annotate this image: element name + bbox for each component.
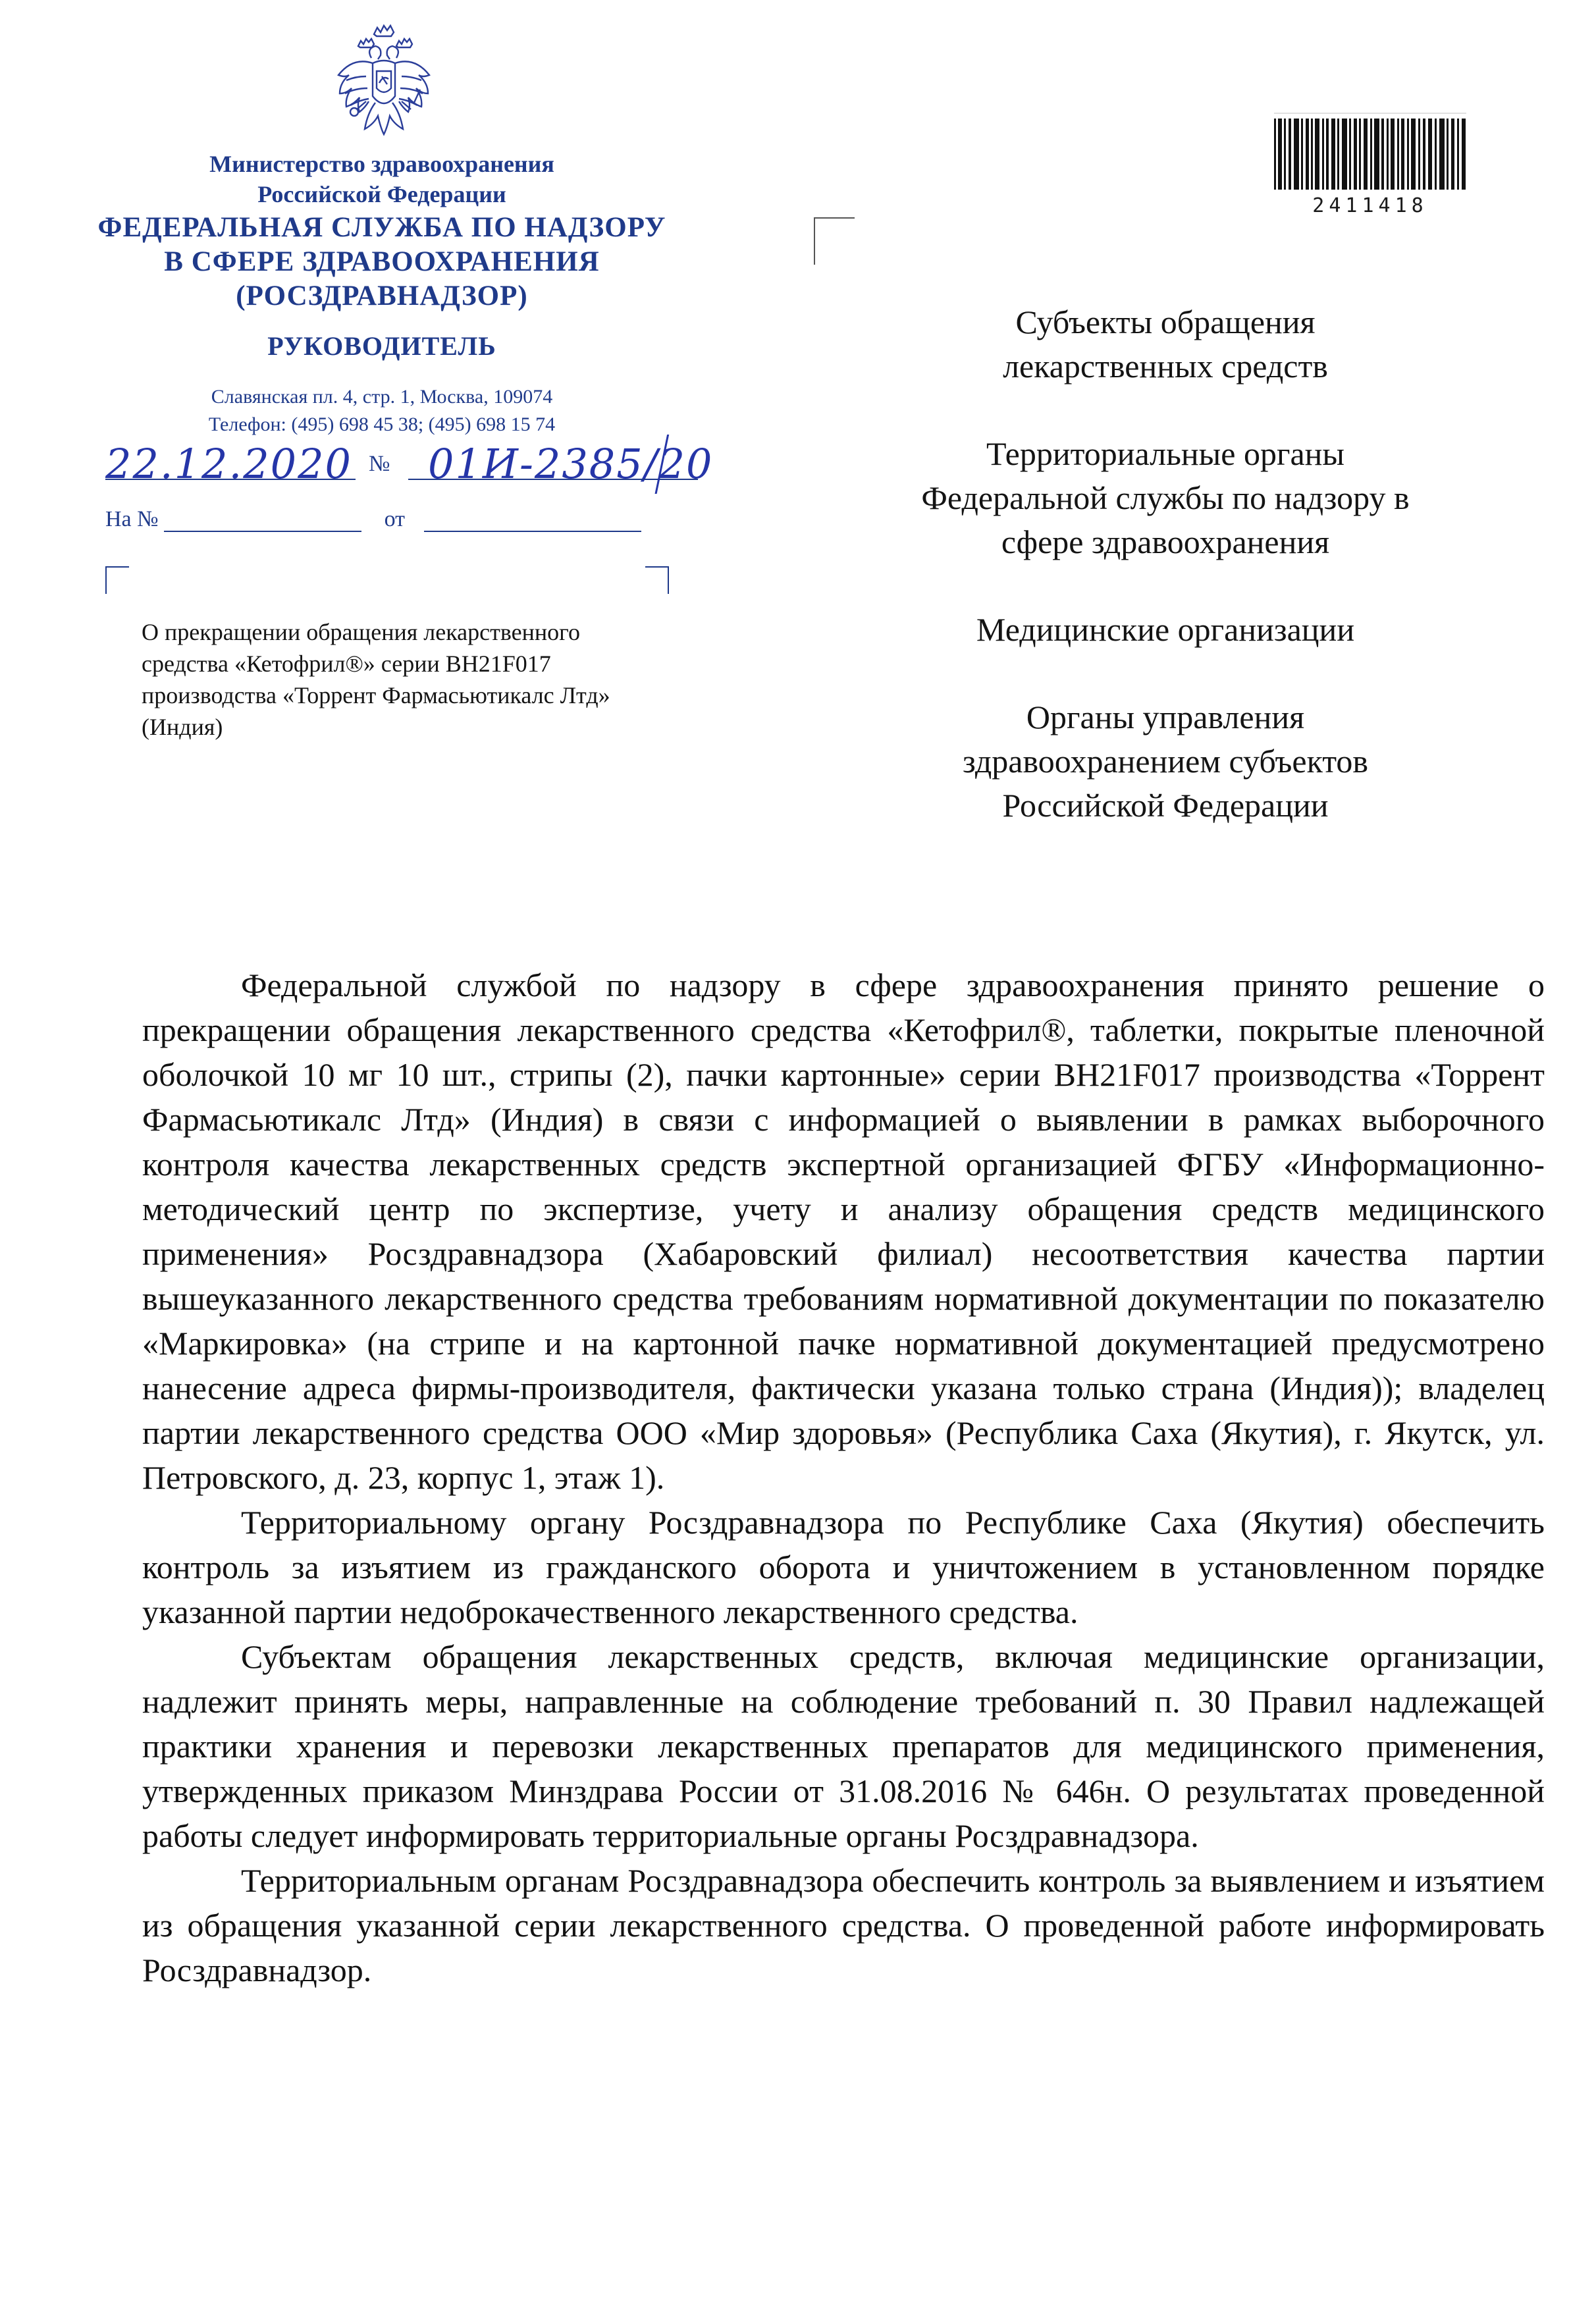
addressee xyxy=(830,695,1501,828)
body-paragraph: Территориальным органам Росздравнадзора обеспечить контроль за выявлением и изъятием из обращения указанной серии лекарственного средства. О проведенной работе информировать Росздравнадзор. xyxy=(142,1862,1545,1988)
reply-number-blank xyxy=(164,511,361,532)
coat-of-arms-icon xyxy=(332,20,436,151)
address-line: Славянская пл. 4, стр. 1, Москва, 109074 xyxy=(211,386,553,408)
addressee-line: сфере здравоохранения xyxy=(1001,523,1330,560)
reply-from-label: от xyxy=(384,507,406,531)
bracket-top-left xyxy=(105,566,129,594)
service-line: (РОСЗДРАВНАДЗОР) xyxy=(236,280,528,311)
barcode xyxy=(1274,112,1466,190)
subject-line: (Индия) xyxy=(142,714,223,740)
ministry-name xyxy=(151,149,612,209)
subject-line: производства «Торрент Фармасьютикалс Лтд» xyxy=(142,682,610,708)
ministry-line: Российской Федерации xyxy=(257,181,506,207)
barcode-number: 2411418 xyxy=(1312,194,1428,217)
reply-date-blank xyxy=(424,511,641,532)
addressee-line: Российской Федерации xyxy=(1002,787,1329,824)
subject xyxy=(142,616,774,743)
registration-date: 22.12.2020 xyxy=(105,440,352,488)
letter-body xyxy=(142,963,1545,1992)
addressee xyxy=(830,608,1501,652)
addressee-line: Субъекты обращения xyxy=(1015,304,1316,340)
service-name xyxy=(86,211,678,313)
addressee-bracket xyxy=(814,217,855,265)
addressee xyxy=(830,432,1501,564)
reply-row xyxy=(105,507,672,532)
body-paragraph: Территориальному органу Росздравнадзора по Республике Саха (Якутия) обеспечить контроль за изъятием из гражданского оборота и уничтожением в установленном порядке указанной партии недоброкачественного лекарственного средства. xyxy=(142,1504,1545,1630)
addressee-line: Медицинские организации xyxy=(976,611,1355,648)
addressee-line: Территориальные органы xyxy=(986,435,1345,472)
registration-number-label: № xyxy=(369,452,390,476)
addressee-line: Органы управления xyxy=(1026,699,1305,735)
addressee-line: лекарственных средств xyxy=(1003,348,1328,385)
reply-number-label: На № xyxy=(105,507,159,531)
registration-row xyxy=(105,435,764,494)
bracket-top-right xyxy=(645,566,669,594)
addressee xyxy=(830,300,1501,388)
addressee-line: здравоохранением субъектов xyxy=(962,743,1369,780)
subject-line: О прекращении обращения лекарственного xyxy=(142,619,581,645)
addressee-line: Федеральной службы по надзору в xyxy=(921,479,1410,516)
head-title: РУКОВОДИТЕЛЬ xyxy=(267,331,496,361)
body-paragraph: Федеральной службой по надзору в сфере здравоохранения принято решение о прекращении обращения лекарственного средства «Кетофрил®, таблетки, покрытые пленочной оболочкой 10 мг 10 шт., стрипы (2), пачки картонные» серии BH21F017 производства «Торрент Фармасьютикалс Лтд» (Индия) в связи с информацией о выявлении в рамках выборочного контроля качества лекарственных средств экспертной организацией ФГБУ «Информационно-методический центр по экспертизе, учету и анализу обращения средств медицинского применения» Росздравнадзора (Хабаровский филиал) несоответствия качества партии вышеуказанного лекарственного средства требованиям нормативной документации по показателю «Маркировка» (на стрипе и на картонной пачке нормативной документацией предусмотрено нанесение адреса фирмы-производителя, фактически указана только страна (Индия)); владелец партии лекарственного средства ООО «Мир здоровья» (Республика Саха (Якутия), г. Якутск, ул. Петровского, д. 23, корпус 1, этаж 1). xyxy=(142,967,1545,1496)
body-paragraph: Субъектам обращения лекарственных средств, включая медицинские организации, надлежит принять меры, направленные на соблюдение требований п. 30 Правил надлежащей практики хранения и перевозки лекарственных препаратов для медицинского применения, утвержденных приказом Минздрава России от 31.08.2016 № 646н. О результатах проведенной работы следует информировать территориальные органы Росздравнадзора. xyxy=(142,1638,1545,1854)
registration-number: 01И-2385/20 xyxy=(428,440,714,488)
underline-marks xyxy=(105,435,764,494)
subject-line: средства «Кетофрил®» серии BH21F017 xyxy=(142,651,551,677)
service-line: В СФЕРЕ ЗДРАВООХРАНЕНИЯ xyxy=(164,246,600,277)
ministry-line: Министерство здравоохранения xyxy=(209,151,554,177)
service-line: ФЕДЕРАЛЬНАЯ СЛУЖБА ПО НАДЗОРУ xyxy=(97,212,666,243)
phone-line: Телефон: (495) 698 45 38; (495) 698 15 74 xyxy=(208,413,556,435)
addressee-list xyxy=(830,300,1501,871)
letterhead-address xyxy=(119,383,645,439)
